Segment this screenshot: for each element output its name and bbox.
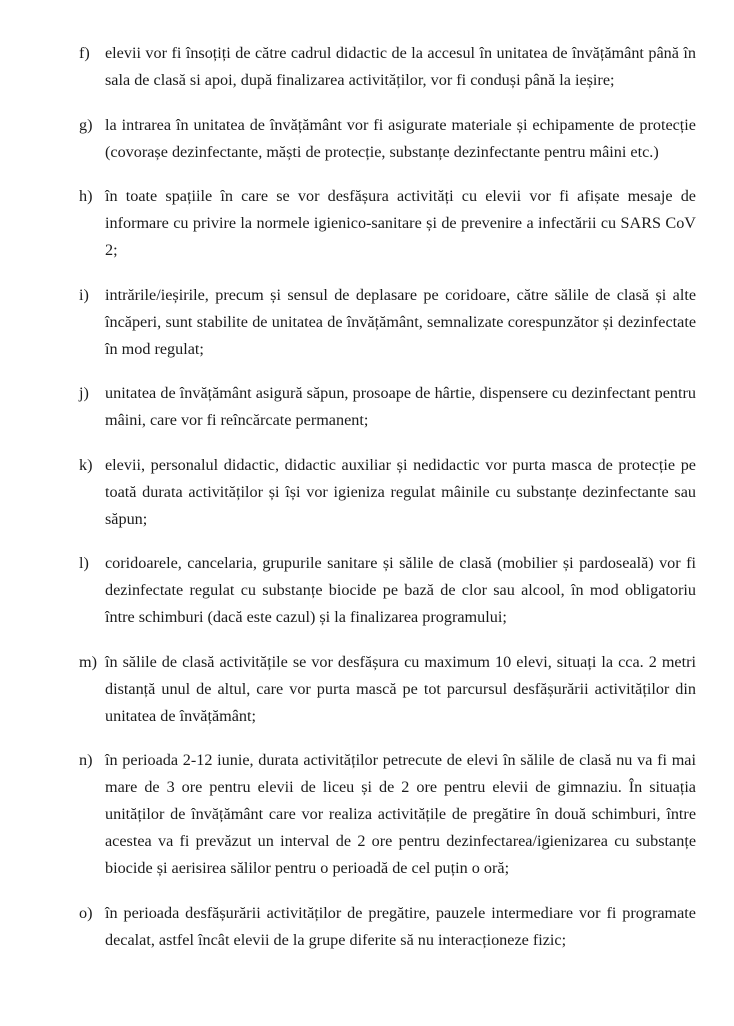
list-item-l — [79, 550, 696, 631]
item-label: k) — [79, 455, 93, 474]
list-item-f — [79, 40, 696, 94]
list-item-j — [79, 380, 696, 434]
item-label: l) — [79, 554, 89, 572]
list-item-i — [79, 282, 696, 363]
item-label: f) — [79, 44, 90, 62]
item-label: n) — [79, 751, 93, 769]
list-item-h — [79, 183, 696, 264]
item-text: în perioada 2-12 iunie, durata activităților petrecute de elevi în sălile de clasă nu va fi mai mare de 3 ore pentru elevii de liceu și de 2 ore pentru elevii de gimnaziu. În situația unităților de învățământ care vor realiza activitățile de pregătire în două schimburi, între acestea va fi prevăzut un interval de 2 ore pentru dezinfectarea/igienizarea cu substanțe biocide și aerisirea sălilor pentru o perioadă de cel puțin o oră; — [105, 751, 696, 877]
item-text: în sălile de clasă activitățile se vor desfășura cu maximum 10 elevi, situați la cca. 2 metri distanță unul de altul, care vor purta mască pe tot parcursul desfășurării activităților din unitatea de învățământ; — [105, 652, 696, 725]
list-item-o — [79, 900, 696, 954]
item-text: intrările/ieșirile, precum și sensul de deplasare pe coridoare, către sălile de clasă și alte încăperi, sunt stabilite de unitatea de învățământ, semnalizate corespunzător și dezinfectate în mod regulat; — [105, 285, 696, 358]
item-text: în toate spațiile în care se vor desfășura activități cu elevii vor fi afișate mesaje de informare cu privire la normele igienico-sanitare și de prevenire a infectării cu SARS CoV 2; — [105, 187, 696, 259]
item-text: elevii, personalul didactic, didactic auxiliar și nedidactic vor purta masca de protecție pe toată durata activităților și își vor igieniza regulat mâinile cu substanțe dezinfectante sau săpun; — [105, 455, 696, 528]
item-text: coridoarele, cancelaria, grupurile sanitare și sălile de clasă (mobilier și pardoseală) vor fi dezinfectate regulat cu substanțe biocide pe bază de clor sau alcool, în mod obligatoriu între schimburi (dacă este cazul) și la finalizarea programului; — [105, 554, 696, 626]
item-label: j) — [79, 384, 89, 402]
list-item-n — [79, 747, 696, 882]
list-item-g — [79, 112, 696, 166]
item-label: o) — [79, 903, 93, 922]
item-label: m) — [79, 652, 97, 671]
item-text: în perioada desfășurării activităților de pregătire, pauzele intermediare vor fi programate decalat, astfel încât elevii de la grupe diferite să nu interacționeze fizic; — [105, 903, 696, 949]
item-text: elevii vor fi însoțiți de către cadrul didactic de la accesul în unitatea de învățământ până în sala de clasă si apoi, după finalizarea activităților, vor fi conduși până la ieșire; — [105, 44, 696, 89]
item-label: g) — [79, 115, 93, 134]
item-text: unitatea de învățământ asigură săpun, prosoape de hârtie, dispensere cu dezinfectant pentru mâini, care vor fi reîncărcate permanent; — [105, 384, 696, 429]
rules-list — [79, 40, 696, 971]
list-item-k — [79, 452, 696, 533]
item-text: la intrarea în unitatea de învățământ vor fi asigurate materiale și echipamente de protecție (covorașe dezinfectante, măști de protecție, substanțe dezinfectante pentru mâini etc.) — [105, 115, 696, 161]
item-label: i) — [79, 285, 89, 304]
list-item-m — [79, 649, 696, 730]
item-label: h) — [79, 187, 93, 205]
